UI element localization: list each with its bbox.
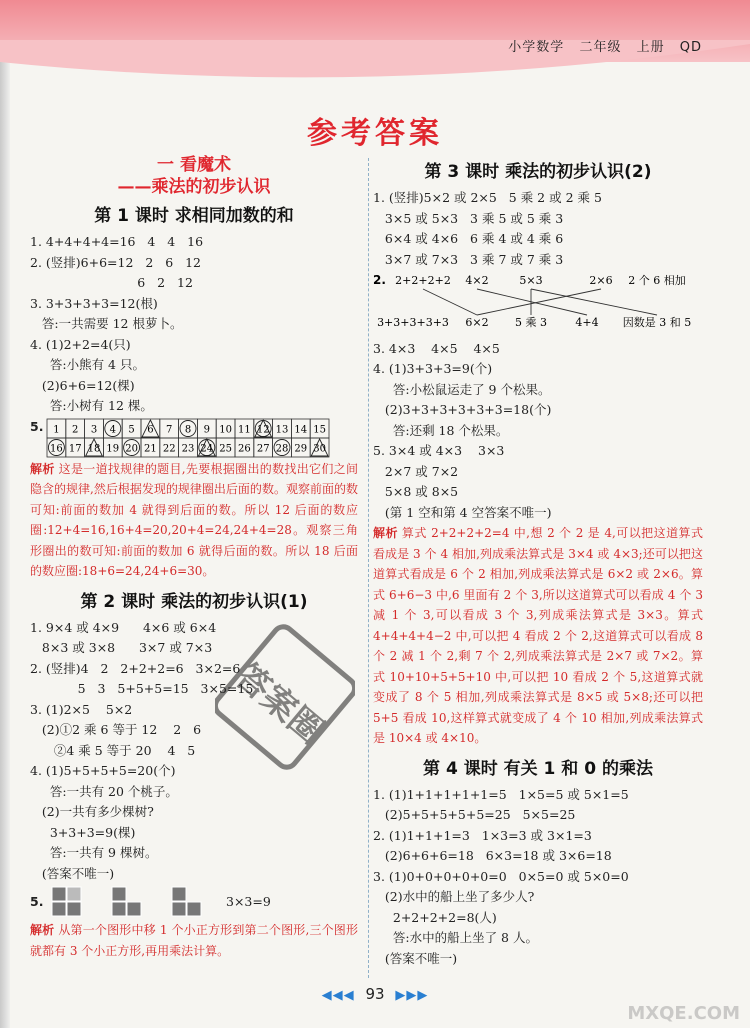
q2-label: 2. — [373, 273, 386, 287]
lesson2-explanation — [30, 920, 358, 961]
grid-number: 28 — [275, 443, 289, 454]
lesson3-answer-line: (第 1 空和第 4 空答案不唯一) — [373, 504, 552, 520]
site-watermark: MXQE.COM — [627, 1003, 740, 1024]
lesson3-answer-line: 答:还剩 18 个松果。 — [373, 422, 509, 438]
lesson1-answer-line: (2)6+6=12(棵) — [30, 377, 135, 393]
lesson2-answers — [30, 618, 358, 885]
subject: 小学数学 — [508, 40, 565, 55]
lesson2-answer-line: ②4 乘 5 等于 20 4 5 — [30, 742, 196, 758]
page-footer — [0, 985, 750, 1003]
lesson2-answer-line: 1. 9×4 或 4×9 4×6 或 6×4 — [30, 619, 217, 635]
match-link — [477, 289, 601, 315]
lesson1-title: 第 1 课时 求相同加数的和 — [94, 206, 294, 226]
grid-number: 12 — [256, 424, 270, 435]
grid-number: 27 — [256, 443, 270, 454]
grid-number: 16 — [50, 443, 63, 454]
match-bottom-item: 3+3+3+3+3 — [377, 316, 449, 329]
grid-number: 4 — [109, 424, 116, 435]
unit-subtitle: ——乘法的初步认识 — [117, 177, 271, 197]
lesson3-explanation — [373, 523, 703, 749]
match-top-item: 4×2 — [465, 274, 489, 287]
grid-number: 15 — [313, 424, 326, 435]
grid-number: 3 — [90, 424, 98, 435]
match-top-item: 2+2+2+2 — [395, 274, 451, 287]
grid-number: 6 — [147, 424, 154, 435]
grid-number: 13 — [275, 424, 289, 435]
lesson3-answers-2 — [373, 339, 703, 524]
lesson4-answers — [373, 785, 703, 970]
prev-arrows-icon: ◀◀◀ — [321, 988, 355, 1003]
lesson4-answer-line: (2)5+5+5+5+5=25 5×5=25 — [373, 807, 576, 822]
lesson1-answer-line: 3. 3+3+3+3=12(根) — [30, 295, 158, 311]
page-number: 93 — [365, 985, 385, 1003]
explanation-tag-3: 解析 — [373, 526, 398, 540]
lesson2-answer-line: 3. (1)2×5 5×2 — [30, 701, 133, 717]
lesson4-answer-line: 1. (1)1+1+1+1+1=5 1×5=5 或 5×1=5 — [373, 786, 629, 802]
lesson4-answer-line: 2. (1)1+1+1=3 1×3=3 或 3×1=3 — [373, 827, 592, 843]
grid-number: 1 — [53, 424, 60, 435]
match-link — [423, 289, 477, 315]
explanation-text-3: 算式 2+2+2+2=4 中,想 2 个 2 是 4,可以把这道算式看成是 3 个 4 相加,列成乘法算式是 3×4 或 4×3;还可以把这道算式看成是 6 个 2 相加,列成乘法算式是 6×2 或 2×6。算式 6+6−3 中,6 里面有 2 个 3,所以这道算式可以看成 4 个 3 减 1 个 3,可以看成 3 个 3,列成乘法算式是 3×3。算式 4+4+4+4−2 中,可以把 4 看成 2 个 2,这道算式可以看成 8 个 2 减 1 个 2,剩 7 个 2,列成乘法算式是 2×7 或 7×2。算式 10+10+5+5+10 中,可以把 10 看成 2 个 5,这道算式就变成了 8 个 5 相加,列成乘法算式是 8×5 或 5×8;还可以把 5+5 看成 10,这样算式就变成了 4 个 10 相加,列成乘法算式是 10×4 或 4×10。 — [373, 526, 703, 745]
lesson1-answer-line: 4. (1)2+2=4(只) — [30, 336, 131, 352]
lesson3-answer-line: 6×4 或 4×6 6 乘 4 或 4 乘 6 — [373, 231, 564, 246]
lesson2-answer-line: (2)①2 乘 6 等于 12 2 6 — [30, 722, 202, 737]
grid-number: 18 — [87, 443, 101, 454]
lesson2-answer-line: 2. (竖排)4 2 2+2+2=6 3×2=6 — [30, 660, 241, 676]
match-top-item: 2×6 — [589, 274, 613, 287]
grid-number: 24 — [200, 443, 214, 454]
number-grid — [46, 417, 330, 459]
lesson4-answer-line: (2)6+6+6=18 6×3=18 或 3×6=18 — [373, 848, 612, 863]
right-column — [373, 154, 703, 969]
grid-number: 2 — [72, 424, 79, 435]
lesson2-answer-line: (答案不唯一) — [30, 865, 115, 881]
grid-number: 22 — [162, 443, 176, 454]
grid-number: 9 — [203, 424, 210, 435]
unit-title: 一 看魔术 — [157, 155, 231, 175]
lesson3-answer-line: 5×8 或 8×5 — [373, 484, 459, 499]
grid-number: 20 — [125, 443, 138, 454]
book-info — [498, 36, 702, 55]
grid-number: 5 — [128, 424, 135, 435]
square-shapes — [46, 885, 216, 919]
lesson1-explanation — [30, 459, 358, 582]
left-column — [30, 154, 358, 961]
page-title: 参考答案 — [307, 116, 443, 151]
grid-number: 19 — [106, 443, 120, 454]
lesson3-answer-line: 4. (1)3+3+3=9(个) — [373, 361, 493, 376]
q5-label: 5. — [30, 418, 44, 434]
grid-number: 30 — [313, 443, 326, 454]
lesson1-answer-line: 答:小树有 12 棵。 — [30, 398, 153, 413]
grid-number: 11 — [238, 424, 251, 435]
lesson4-answer-line: 答:水中的船上坐了 8 人。 — [373, 930, 538, 945]
explanation-text-2: 从第一个图形中移 1 个小正方形到第二个图形,三个图形就都有 3 个小正方形,再用乘法计算。 — [30, 923, 358, 958]
grid-number: 25 — [219, 443, 232, 454]
lesson3-answer-line: 1. (竖排)5×2 或 2×5 5 乘 2 或 2 乘 5 — [373, 190, 602, 205]
lesson2-answer-line: 5 3 5+5+5=15 3×5=15 — [30, 681, 254, 696]
grade: 二年级 — [579, 40, 622, 55]
next-arrows-icon: ▶▶▶ — [395, 988, 429, 1003]
lesson4-answer-line: (答案不唯一) — [373, 950, 458, 966]
match-bottom-item: 6×2 — [465, 316, 489, 329]
lesson3-answer-line: 3×7 或 7×3 3 乘 7 或 7 乘 3 — [373, 251, 564, 267]
q5-equation: 3×3=9 — [226, 893, 271, 909]
volume: 上册 — [636, 40, 665, 55]
matching-diagram — [373, 270, 703, 332]
match-bottom-item: 5 乘 3 — [515, 316, 547, 329]
lesson1-answer-line: 2. (竖排)6+6=12 2 6 12 — [30, 254, 201, 270]
column-divider — [368, 158, 369, 978]
lesson4-title: 第 4 课时 有关 1 和 0 的乘法 — [423, 758, 653, 779]
grid-number: 7 — [166, 424, 173, 435]
q5-grid-row — [30, 417, 358, 459]
page-binding-edge — [0, 0, 10, 1028]
match-bottom-item: 因数是 3 和 5 — [622, 316, 692, 329]
grid-number: 23 — [181, 443, 195, 454]
grid-number: 17 — [68, 443, 82, 454]
lesson3-answer-line: (2)3+3+3+3+3+3=18(个) — [373, 402, 552, 417]
edition: QD — [679, 40, 702, 55]
lesson2-answer-line: 8×3 或 3×8 3×7 或 7×3 — [30, 640, 213, 655]
match-top-item: 5×3 — [519, 274, 543, 287]
lesson3-answer-line: 3×5 或 5×3 3 乘 5 或 5 乘 3 — [373, 210, 564, 226]
lesson3-answers — [373, 188, 703, 270]
lesson1-answer-line: 答:一共需要 12 根萝卜。 — [30, 316, 183, 331]
match-link — [531, 289, 657, 315]
grid-number: 29 — [294, 443, 308, 454]
lesson4-answer-line: 2+2+2+2=8(人) — [373, 909, 497, 925]
match-bottom-item: 4+4 — [575, 316, 599, 329]
grid-number: 8 — [184, 424, 192, 435]
lesson4-answer-line: (2)水中的船上坐了多少人? — [373, 889, 535, 904]
lesson3-title: 第 3 课时 乘法的初步认识(2) — [424, 162, 652, 182]
lesson3-answer-line: 2×7 或 7×2 — [373, 463, 459, 479]
lesson2-answer-line: 3+3+3=9(棵) — [30, 824, 136, 840]
lesson2-answer-line: 4. (1)5+5+5+5=20(个) — [30, 763, 176, 778]
lesson3-answer-line: 答:小松鼠运走了 9 个松果。 — [373, 381, 551, 397]
lesson1-answer-line: 答:小熊有 4 只。 — [30, 357, 145, 372]
q5-shapes-row — [30, 884, 358, 920]
lesson2-answer-line: 答:一共有 20 个桃子。 — [30, 783, 178, 799]
grid-number: 26 — [238, 443, 251, 454]
lesson2-answer-line: 答:一共有 9 棵树。 — [30, 845, 158, 860]
match-top-item: 2 个 6 相加 — [628, 274, 686, 287]
q5-label-2: 5. — [30, 893, 44, 909]
grid-number: 14 — [294, 424, 308, 435]
stamp-text: 答案圈 — [227, 655, 332, 752]
lesson3-answer-line: 5. 3×4 或 4×3 3×3 — [373, 443, 505, 458]
explanation-tag: 解析 — [30, 461, 55, 476]
lesson2-answer-line: (2)一共有多少棵树? — [30, 804, 154, 819]
lesson1-answer-line: 1. 4+4+4+4=16 4 4 16 — [30, 234, 204, 249]
lesson1-answer-line: 6 2 12 — [30, 275, 193, 290]
lesson3-answer-line: 3. 4×3 4×5 4×5 — [373, 340, 500, 356]
lesson2-title: 第 2 课时 乘法的初步认识(1) — [80, 591, 308, 612]
lesson4-answer-line: 3. (1)0+0+0+0+0=0 0×5=0 或 5×0=0 — [373, 868, 629, 884]
explanation-text: 这是一道找规律的题目,先要根据圈出的数找出它们之间隐含的规律,然后根据发现的规律圈出后面的数。观察前面的数可知:前面的数加 4 就得到后面的数。所以 12 后面的数应圈:12+4=16,16+4=20,20+4=24,24+4=28。观察三角形圈出的数可知:前面的数加 6 就得后面的数。所以 18 后面的数应圈:18+6=24,24+6=30。 — [30, 461, 358, 578]
grid-number: 21 — [144, 443, 157, 454]
grid-number: 10 — [219, 424, 232, 435]
explanation-tag-2: 解析 — [30, 923, 55, 937]
lesson1-answers — [30, 232, 358, 417]
